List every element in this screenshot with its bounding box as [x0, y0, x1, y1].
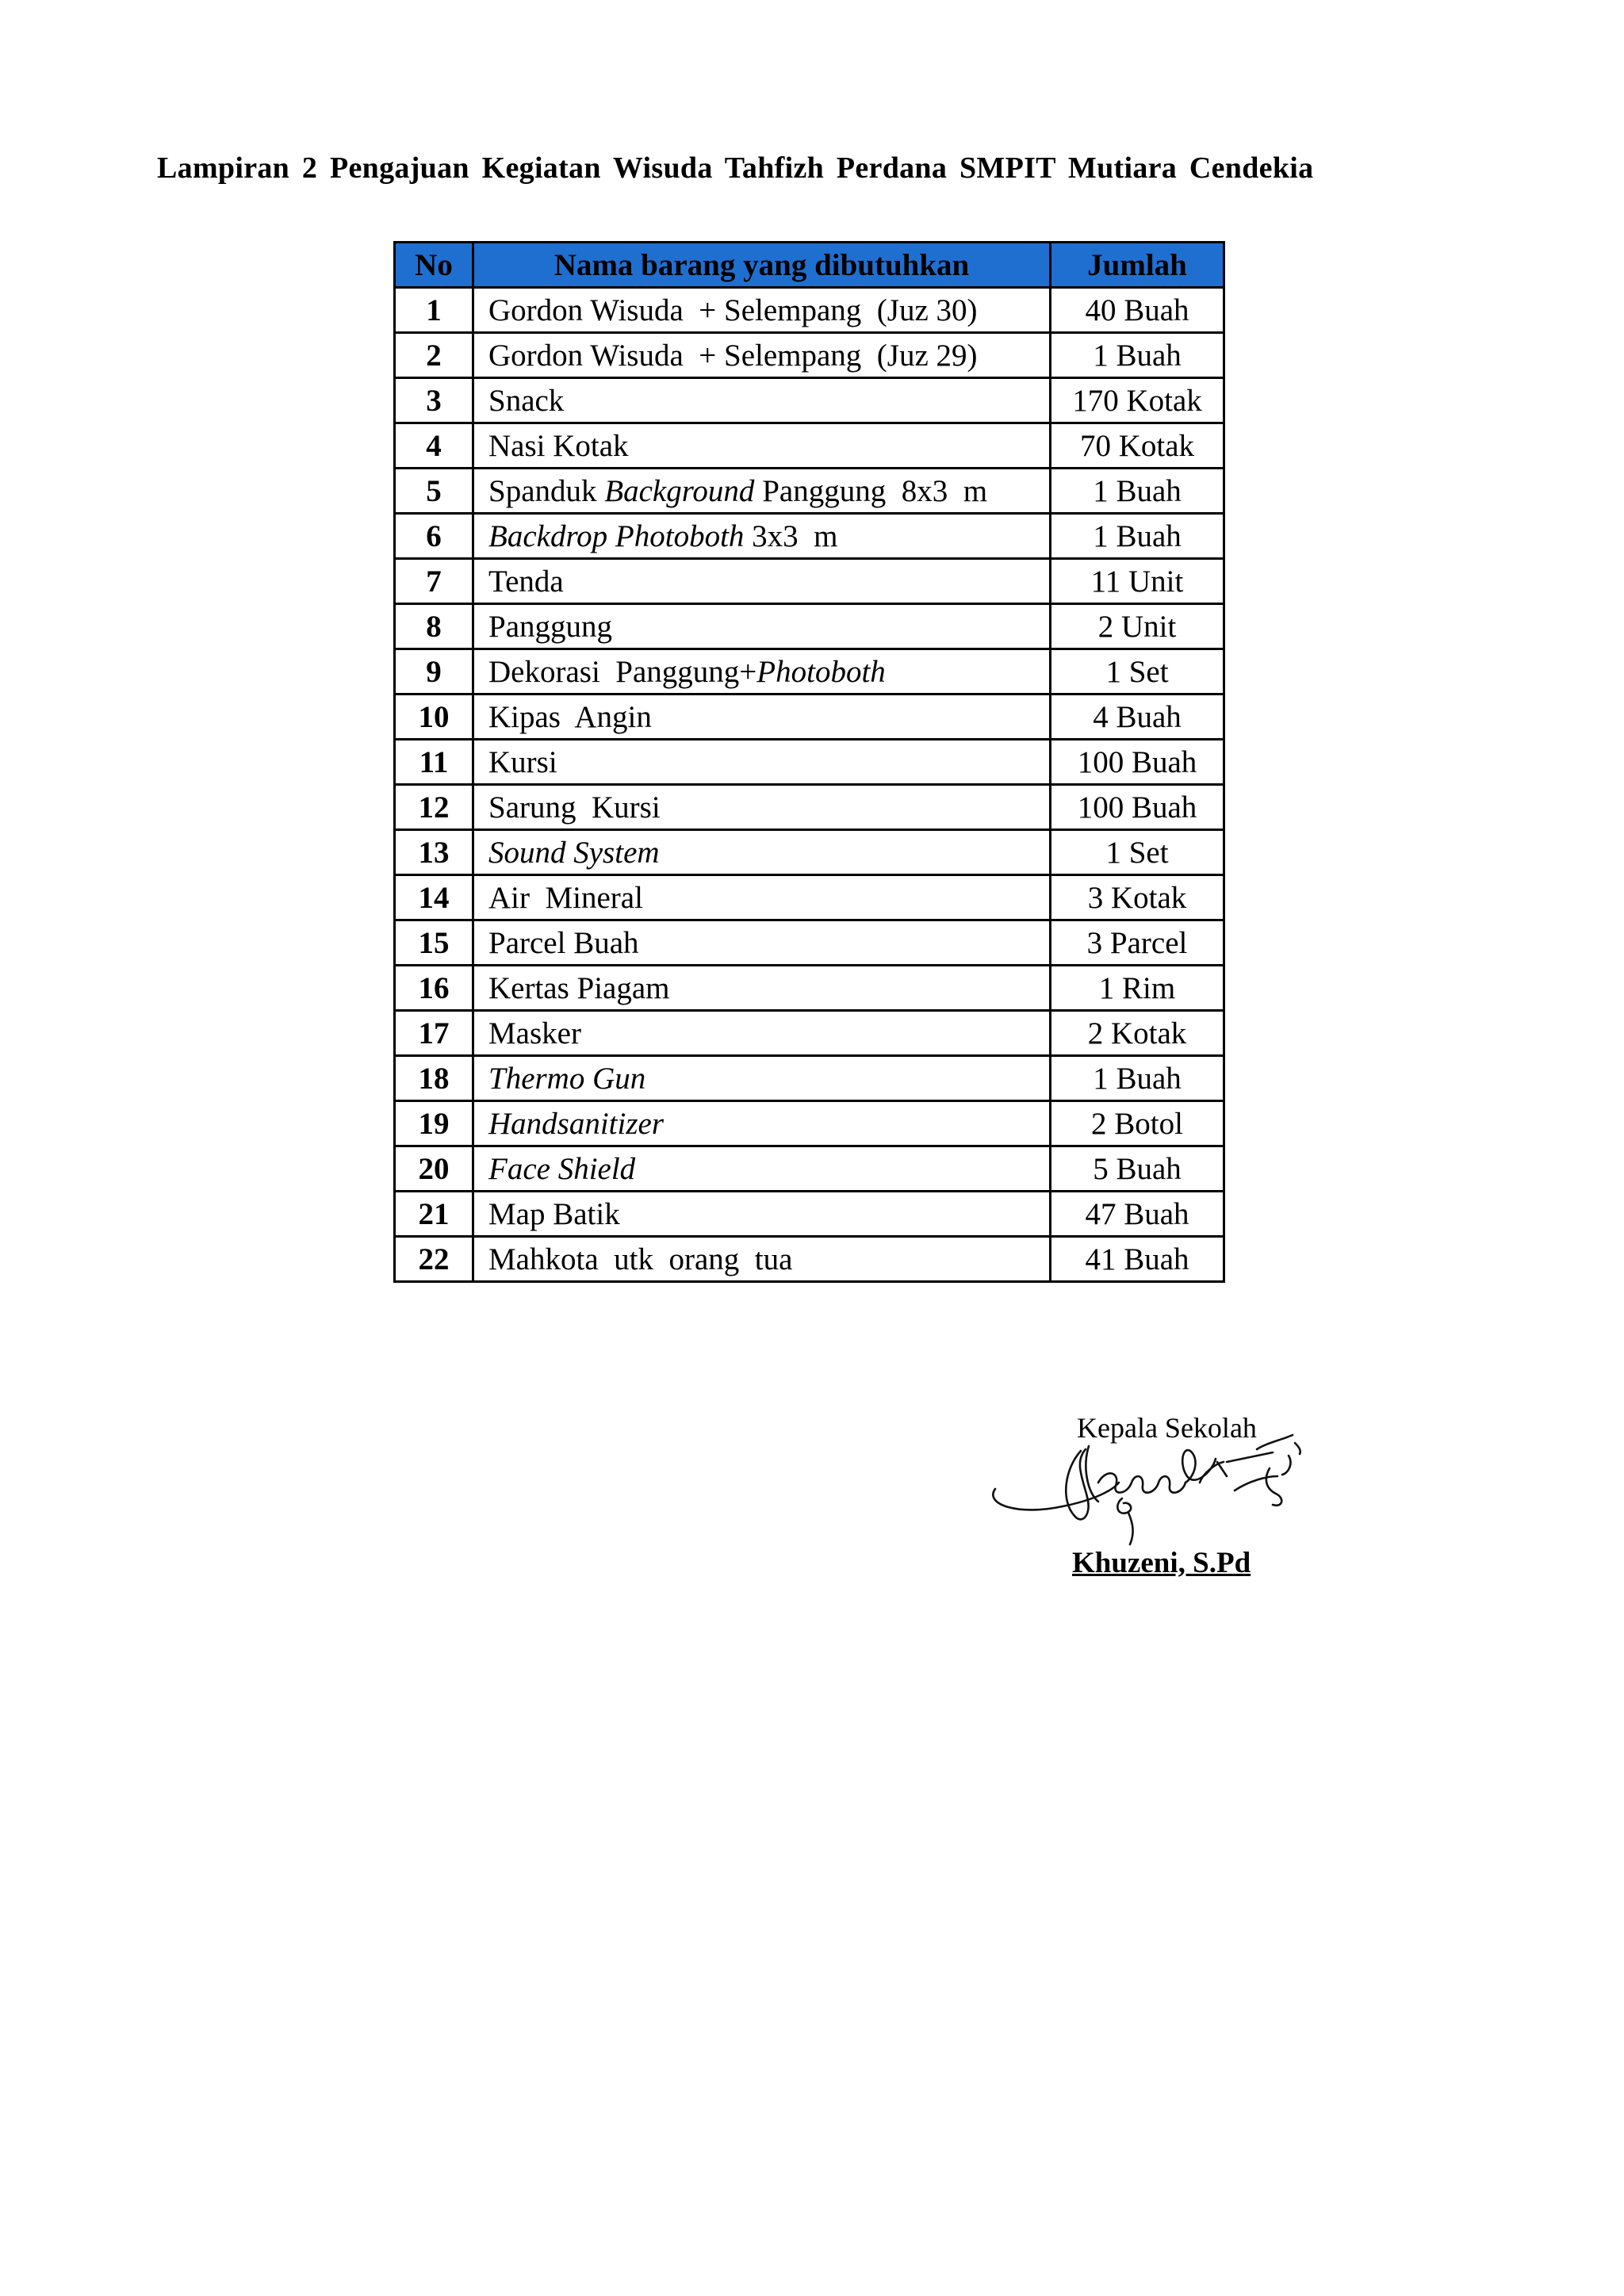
row-number: 16 [395, 966, 473, 1011]
table-row [395, 604, 1224, 649]
item-quantity: 2 Botol [1051, 1101, 1224, 1146]
item-quantity: 1 Buah [1051, 514, 1224, 559]
item-name-italic-part: Face Shield [488, 1151, 636, 1186]
item-name-part: Sarung Kursi [488, 790, 661, 825]
item-name [473, 920, 1051, 966]
table-row [395, 469, 1224, 514]
item-name [473, 378, 1051, 423]
item-quantity: 1 Buah [1051, 1056, 1224, 1101]
item-name-part: Panggung [488, 609, 612, 644]
row-number: 13 [395, 830, 473, 875]
item-quantity: 1 Set [1051, 830, 1224, 875]
item-name-part: Kertas Piagam [488, 970, 670, 1005]
item-name-part: Gordon Wisuda + Selempang (Juz 29) [488, 338, 978, 373]
item-name-part: Kursi [488, 744, 557, 779]
item-name [473, 1101, 1051, 1146]
item-name-italic-part: Background [604, 473, 755, 508]
table-row [395, 740, 1224, 785]
item-name [473, 695, 1051, 740]
row-number: 19 [395, 1101, 473, 1146]
item-name [473, 830, 1051, 875]
row-number: 1 [395, 288, 473, 333]
item-name [473, 1237, 1051, 1282]
header-item-name: Nama barang yang dibutuhkan [473, 243, 1051, 288]
row-number: 6 [395, 514, 473, 559]
item-quantity: 11 Unit [1051, 559, 1224, 604]
row-number: 9 [395, 649, 473, 695]
item-name [473, 1192, 1051, 1237]
row-number: 7 [395, 559, 473, 604]
table-row [395, 1192, 1224, 1237]
header-no: No [395, 243, 473, 288]
item-name-part: Air Mineral [488, 880, 643, 915]
table-row [395, 695, 1224, 740]
document-title: Lampiran 2 Pengajuan Kegiatan Wisuda Tahfizh Perdana SMPIT Mutiara Cendekia [157, 151, 1314, 185]
item-name [473, 1056, 1051, 1101]
item-quantity: 170 Kotak [1051, 378, 1224, 423]
item-quantity: 1 Buah [1051, 469, 1224, 514]
row-number: 12 [395, 785, 473, 830]
items-table [393, 241, 1225, 1283]
header-quantity: Jumlah [1051, 243, 1224, 288]
item-name [473, 1011, 1051, 1056]
table-row [395, 378, 1224, 423]
signer-name: Khuzeni, S.Pd [1072, 1547, 1251, 1579]
table-row [395, 288, 1224, 333]
item-quantity: 2 Kotak [1051, 1011, 1224, 1056]
item-quantity: 70 Kotak [1051, 423, 1224, 469]
table-row [395, 1101, 1224, 1146]
item-name-italic-part: Photoboth [756, 654, 886, 689]
item-name [473, 514, 1051, 559]
row-number: 15 [395, 920, 473, 966]
item-name [473, 333, 1051, 378]
table-row [395, 423, 1224, 469]
table-row [395, 920, 1224, 966]
item-name [473, 288, 1051, 333]
item-quantity: 100 Buah [1051, 785, 1224, 830]
item-name-part: Map Batik [488, 1196, 620, 1231]
row-number: 22 [395, 1237, 473, 1282]
item-quantity: 47 Buah [1051, 1192, 1224, 1237]
table-row [395, 1056, 1224, 1101]
item-quantity: 1 Buah [1051, 333, 1224, 378]
item-name-part: Spanduk [488, 473, 605, 508]
table-row [395, 649, 1224, 695]
table-row [395, 1011, 1224, 1056]
item-quantity: 1 Set [1051, 649, 1224, 695]
row-number: 2 [395, 333, 473, 378]
item-name [473, 559, 1051, 604]
item-name-part: Parcel Buah [488, 925, 639, 960]
row-number: 21 [395, 1192, 473, 1237]
item-name-part: Panggung 8x3 m [754, 473, 988, 508]
item-name-italic-part: Sound System [488, 835, 660, 870]
item-name-part: Nasi Kotak [488, 428, 629, 463]
item-quantity: 100 Buah [1051, 740, 1224, 785]
table-row [395, 514, 1224, 559]
table-row [395, 830, 1224, 875]
item-quantity: 3 Parcel [1051, 920, 1224, 966]
row-number: 17 [395, 1011, 473, 1056]
row-number: 18 [395, 1056, 473, 1101]
row-number: 11 [395, 740, 473, 785]
row-number: 4 [395, 423, 473, 469]
item-name-part: Snack [488, 383, 565, 418]
item-name [473, 740, 1051, 785]
table-row [395, 559, 1224, 604]
item-quantity: 5 Buah [1051, 1146, 1224, 1192]
item-name [473, 423, 1051, 469]
table-row [395, 333, 1224, 378]
item-name [473, 875, 1051, 920]
item-name [473, 785, 1051, 830]
item-name-italic-part: Thermo Gun [488, 1061, 646, 1096]
item-name [473, 966, 1051, 1011]
item-name-italic-part: Handsanitizer [488, 1106, 665, 1141]
table-header-row [395, 243, 1224, 288]
signature-image [987, 1427, 1320, 1546]
signature-position-title: Kepala Sekolah [1077, 1412, 1257, 1444]
item-quantity: 3 Kotak [1051, 875, 1224, 920]
item-name [473, 604, 1051, 649]
item-quantity: 4 Buah [1051, 695, 1224, 740]
table-row [395, 966, 1224, 1011]
table-row [395, 785, 1224, 830]
item-name-part: Dekorasi Panggung+ [488, 654, 757, 689]
item-name [473, 469, 1051, 514]
row-number: 3 [395, 378, 473, 423]
table-row [395, 1237, 1224, 1282]
table-row [395, 875, 1224, 920]
table-row [395, 1146, 1224, 1192]
row-number: 14 [395, 875, 473, 920]
row-number: 20 [395, 1146, 473, 1192]
row-number: 10 [395, 695, 473, 740]
item-name-part: Gordon Wisuda + Selempang (Juz 30) [488, 293, 978, 327]
item-quantity: 1 Rim [1051, 966, 1224, 1011]
item-name [473, 1146, 1051, 1192]
item-name-part: Masker [488, 1016, 581, 1050]
item-quantity: 40 Buah [1051, 288, 1224, 333]
item-name-part: Mahkota utk orang tua [488, 1242, 793, 1276]
item-name-part: Kipas Angin [488, 699, 652, 734]
item-name-part: Tenda [488, 564, 564, 599]
item-quantity: 41 Buah [1051, 1237, 1224, 1282]
item-name-part: 3x3 m [744, 519, 838, 553]
row-number: 5 [395, 469, 473, 514]
row-number: 8 [395, 604, 473, 649]
item-name [473, 649, 1051, 695]
item-quantity: 2 Unit [1051, 604, 1224, 649]
item-name-italic-part: Backdrop Photoboth [488, 519, 745, 553]
